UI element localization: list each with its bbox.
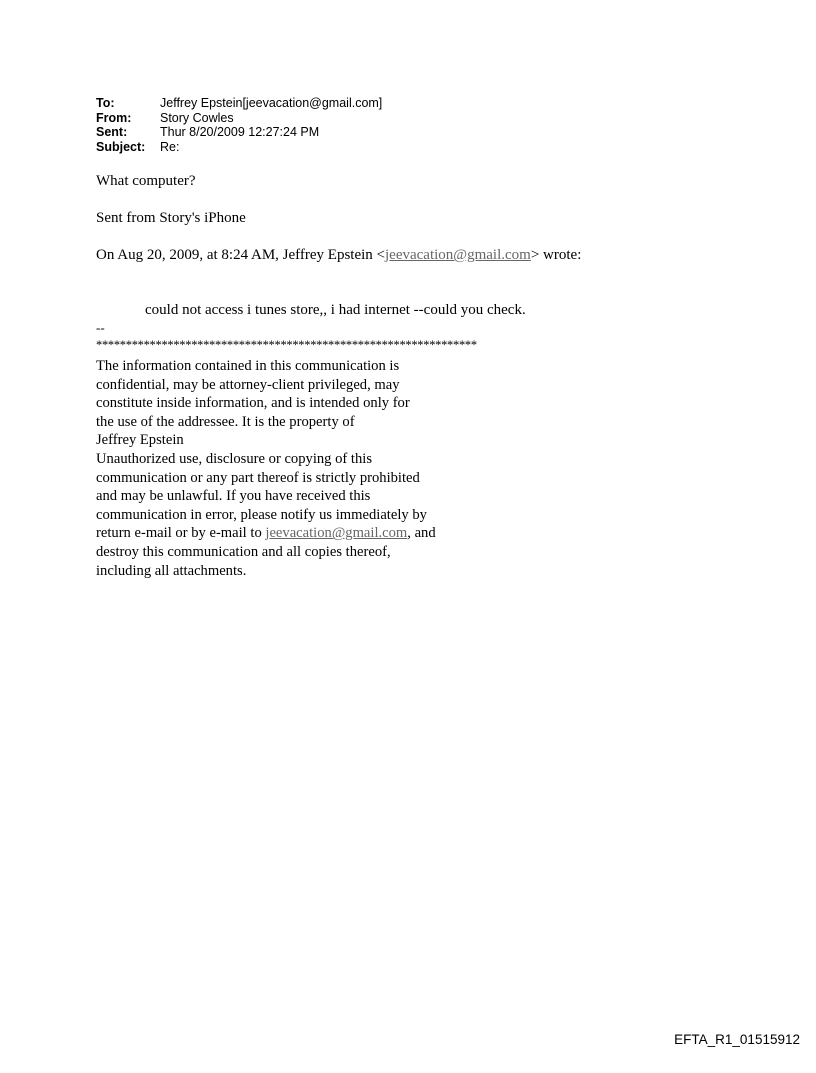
disclaimer-line: communication or any part thereof is strictly prohibited xyxy=(96,469,420,486)
header-subject xyxy=(96,140,382,155)
disclaimer-email-link[interactable]: jeevacation@gmail.com xyxy=(265,525,408,542)
quote-intro-before: On Aug 20, 2009, at 8:24 AM, Jeffrey Epstein < xyxy=(96,247,385,263)
disclaimer-line: and may be unlawful. If you have received this xyxy=(96,488,371,505)
header-to xyxy=(96,96,382,111)
reply-text: What computer? xyxy=(96,173,196,189)
disclaimer-line: Unauthorized use, disclosure or copying of this xyxy=(96,450,373,467)
disclaimer-line: The information contained in this communication is xyxy=(96,358,400,374)
disclaimer-line: destroy this communication and all copies thereof, xyxy=(96,543,391,560)
disclaimer-line: Jeffrey Epstein xyxy=(96,432,184,449)
header-value: Jeffrey Epstein[jeevacation@gmail.com] xyxy=(160,96,383,110)
header-sent xyxy=(96,125,382,140)
quoted-message: could not access i tunes store,, i had internet --could you check. xyxy=(145,302,526,318)
disclaimer-link-line xyxy=(96,524,436,543)
separator-stars: **************************************************************** xyxy=(96,338,477,352)
quote-intro-after: > wrote: xyxy=(530,247,582,263)
quote-intro xyxy=(96,247,581,264)
document-id: EFTA_R1_01515912 xyxy=(674,1032,800,1047)
disclaimer-link-before: return e-mail or by e-mail to xyxy=(96,525,266,542)
disclaimer-line: communication in error, please notify us immediately by xyxy=(96,506,427,523)
disclaimer-line: the use of the addressee. It is the property of xyxy=(96,413,355,430)
sender-email-link[interactable]: jeevacation@gmail.com xyxy=(385,247,531,263)
disclaimer-line: constitute inside information, and is intended only for xyxy=(96,395,410,412)
header-value: Story Cowles xyxy=(160,110,234,125)
disclaimer-line: including all attachments. xyxy=(96,562,247,579)
header-label: To: xyxy=(96,96,115,110)
header-label: From: xyxy=(96,110,132,125)
confidentiality-disclaimer xyxy=(96,357,436,580)
header-label: Sent: xyxy=(96,125,128,139)
header-value: Re: xyxy=(160,139,180,154)
signature: Sent from Story's iPhone xyxy=(96,210,246,226)
header-from xyxy=(96,111,382,126)
header-label: Subject: xyxy=(96,139,146,154)
header-value: Thur 8/20/2009 12:27:24 PM xyxy=(160,125,320,139)
email-header xyxy=(96,96,382,154)
disclaimer-link-after: , and xyxy=(407,525,436,542)
disclaimer-line: confidential, may be attorney-client privileged, may xyxy=(96,376,400,393)
separator-dashes: -- xyxy=(96,320,105,335)
